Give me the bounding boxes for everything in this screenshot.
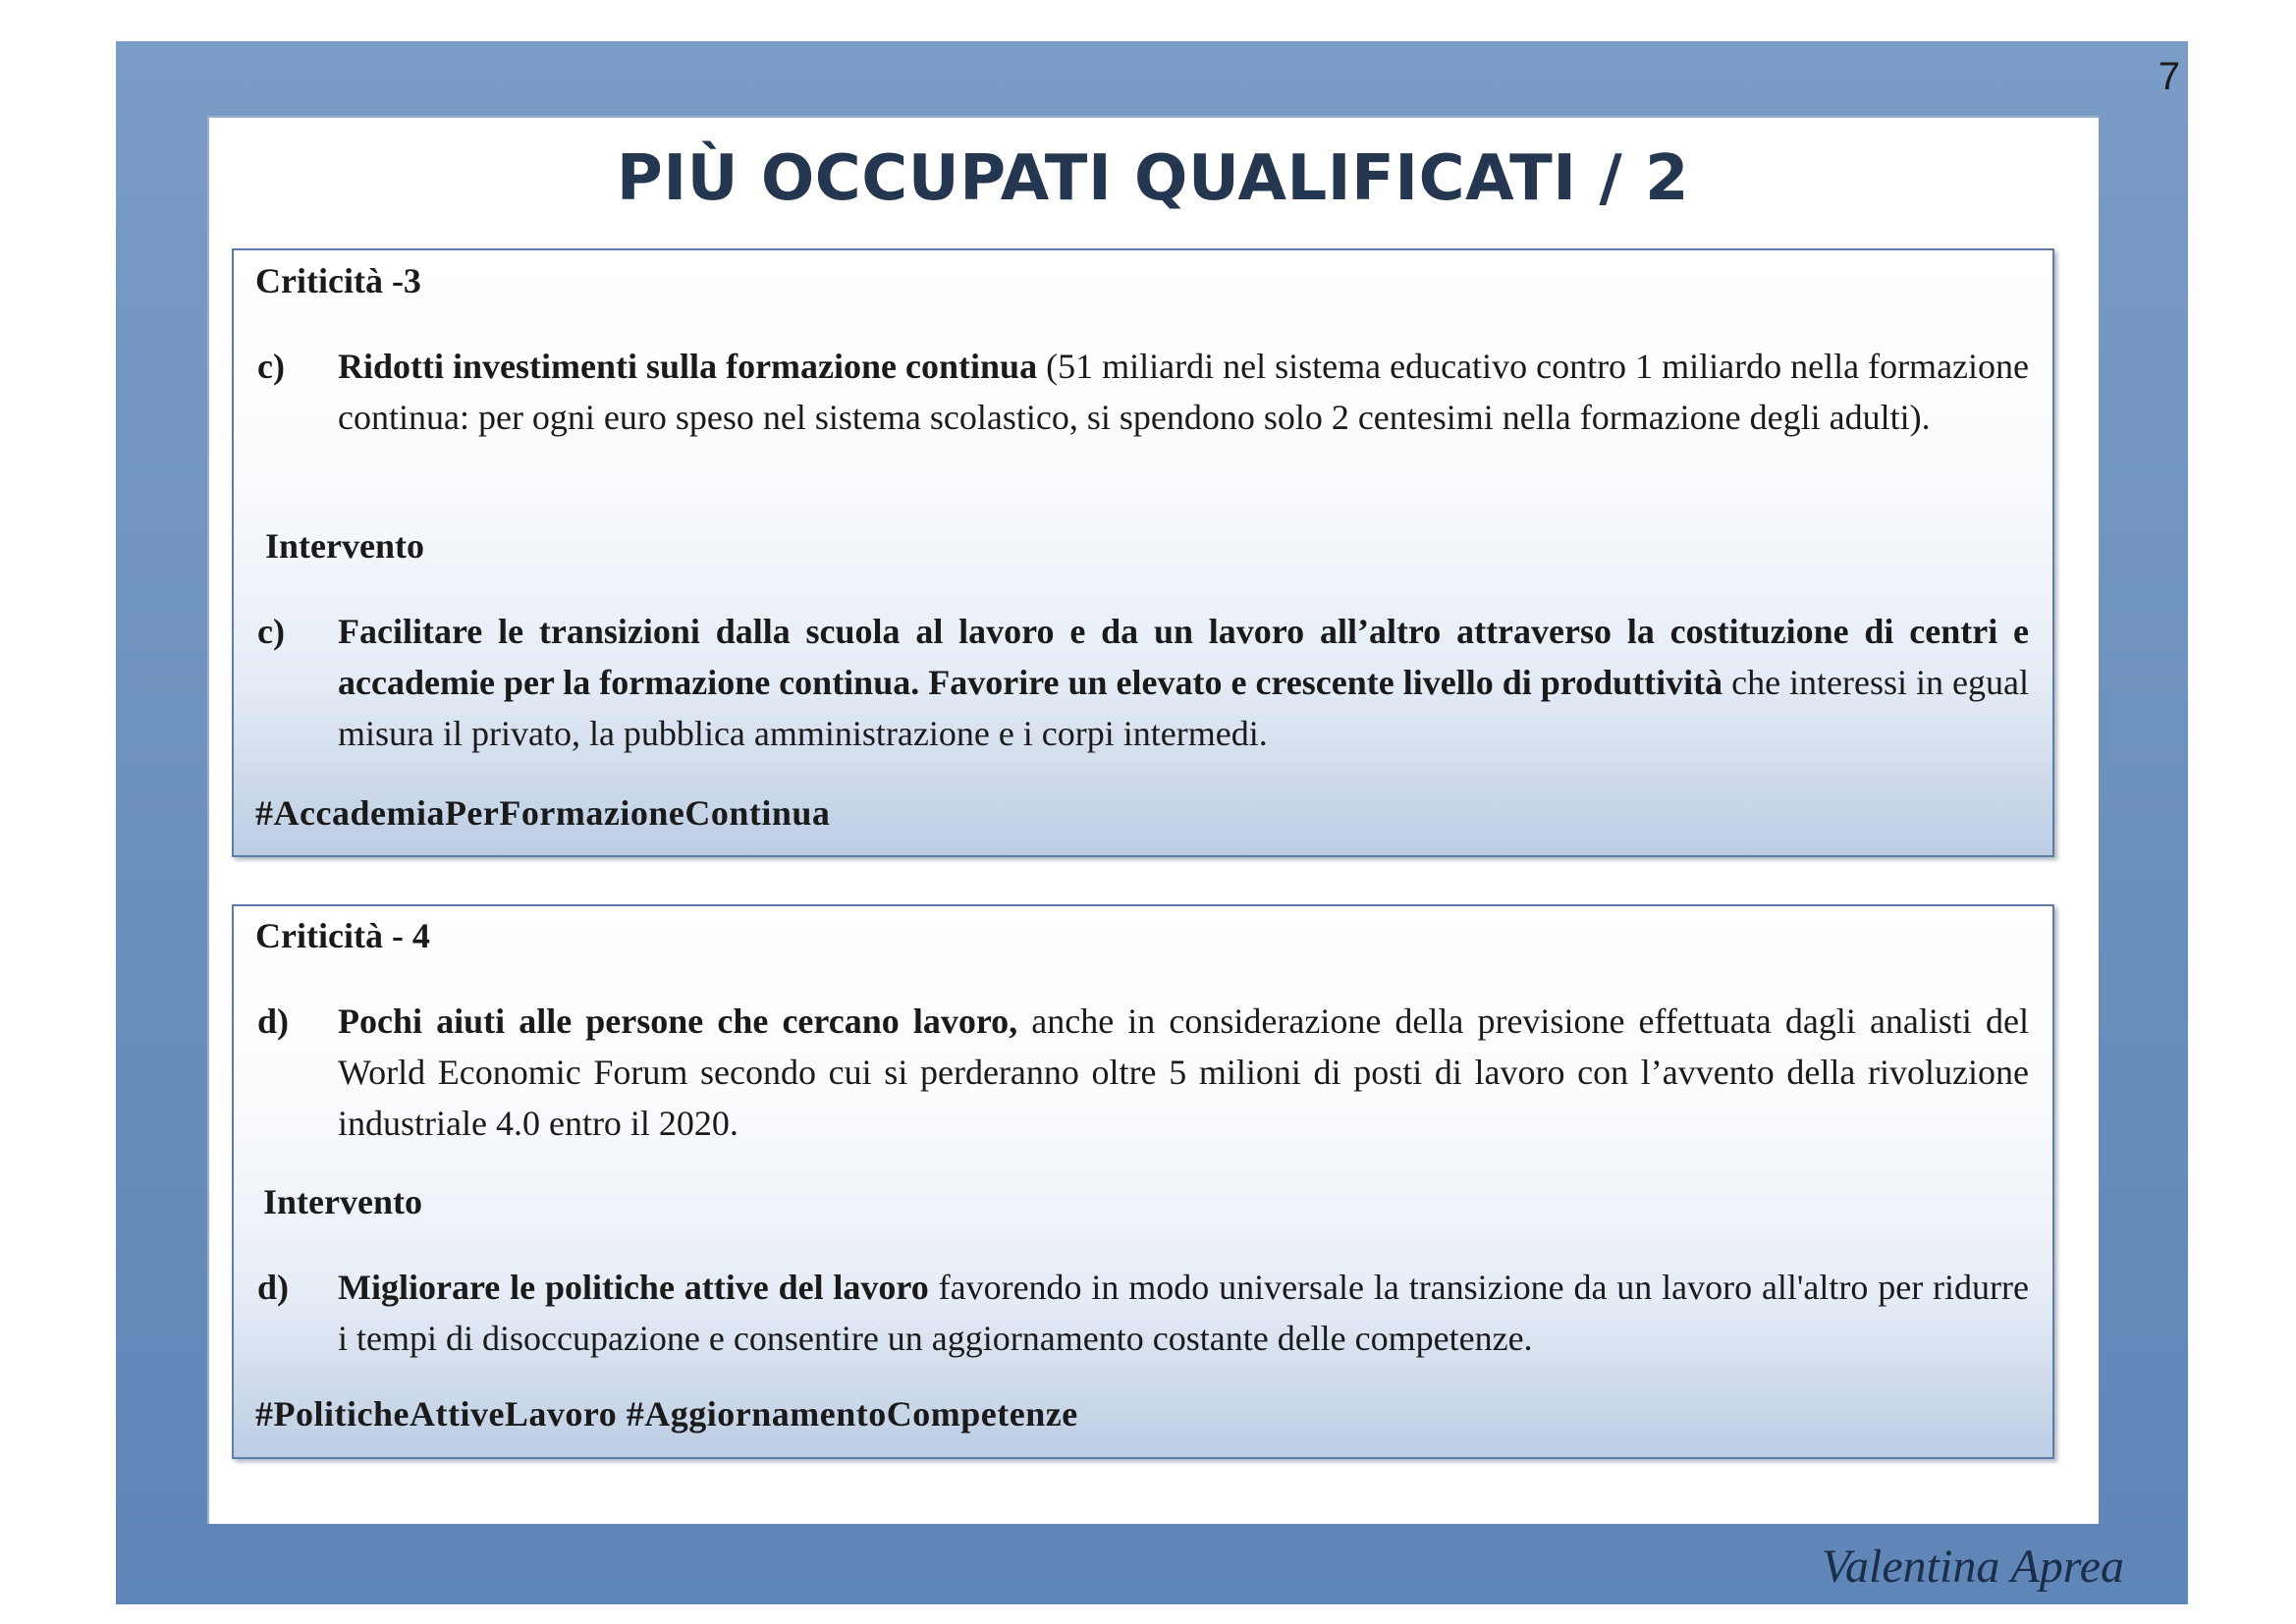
item-body [338, 341, 2029, 443]
author-signature: Valentina Aprea [1822, 1541, 2124, 1593]
criticita-panel-4 [232, 904, 2054, 1459]
item-marker: c) [257, 347, 285, 386]
item-text: favorendo in modo universale la transizione da un lavoro all'altro per ridurre i tempi di disoccupazione e consentire un aggiornamento costante delle competenze. [338, 1268, 2029, 1358]
hashtags: #AccademiaPerFormazioneContinua [255, 793, 831, 833]
criticita-item [257, 996, 2029, 1149]
item-bold-text: Pochi aiuti alle persone che cercano lavoro, [338, 1001, 1018, 1041]
criticita-heading: Criticità -3 [255, 261, 421, 300]
item-marker: d) [257, 1001, 290, 1041]
item-bold-text: Ridotti investimenti sulla formazione continua [338, 347, 1038, 386]
item-text: che interessi in egual misura il privato, la pubblica amministrazione e i corpi intermedi. [338, 663, 2029, 753]
item-marker: d) [257, 1268, 290, 1307]
item-text: (51 miliardi nel sistema educativo contro 1 miliardo nella formazione continua: per ogni euro speso nel sistema scolastico, si spendono solo 2 centesimi nella formazione degli adulti). [338, 347, 2029, 437]
criticita-heading: Criticità - 4 [255, 916, 430, 955]
hashtags: #PoliticheAttiveLavoro #AggiornamentoCompetenze [255, 1394, 1078, 1434]
item-body [338, 606, 2029, 759]
criticita-panel-3 [232, 248, 2054, 857]
intervento-heading: Intervento [265, 526, 424, 566]
intervento-item [257, 1262, 2029, 1364]
item-text: anche in considerazione della previsione effettuata dagli analisti del World Economic Forum secondo cui si perderanno oltre 5 milioni di posti di lavoro con l’avvento della rivoluzione industriale 4.0 entro il 2020. [338, 1001, 2029, 1143]
page-title: PIÙ OCCUPATI QUALIFICATI / 2 [616, 142, 1690, 215]
item-bold-text: Migliorare le politiche attive del lavoro [338, 1268, 929, 1307]
intervento-heading: Intervento [263, 1182, 422, 1221]
item-marker: c) [257, 612, 285, 651]
criticita-item [257, 341, 2029, 443]
item-bold-text: Facilitare le transizioni dalla scuola al lavoro e da un lavoro all’altro attraverso la costituzione di centri e accademie per la formazione continua. Favorire un elevato e crescente livello di produttività [338, 612, 2029, 702]
item-body [338, 996, 2029, 1149]
page-number: 7 [2158, 55, 2180, 98]
item-body [338, 1262, 2029, 1364]
intervento-item [257, 606, 2029, 759]
